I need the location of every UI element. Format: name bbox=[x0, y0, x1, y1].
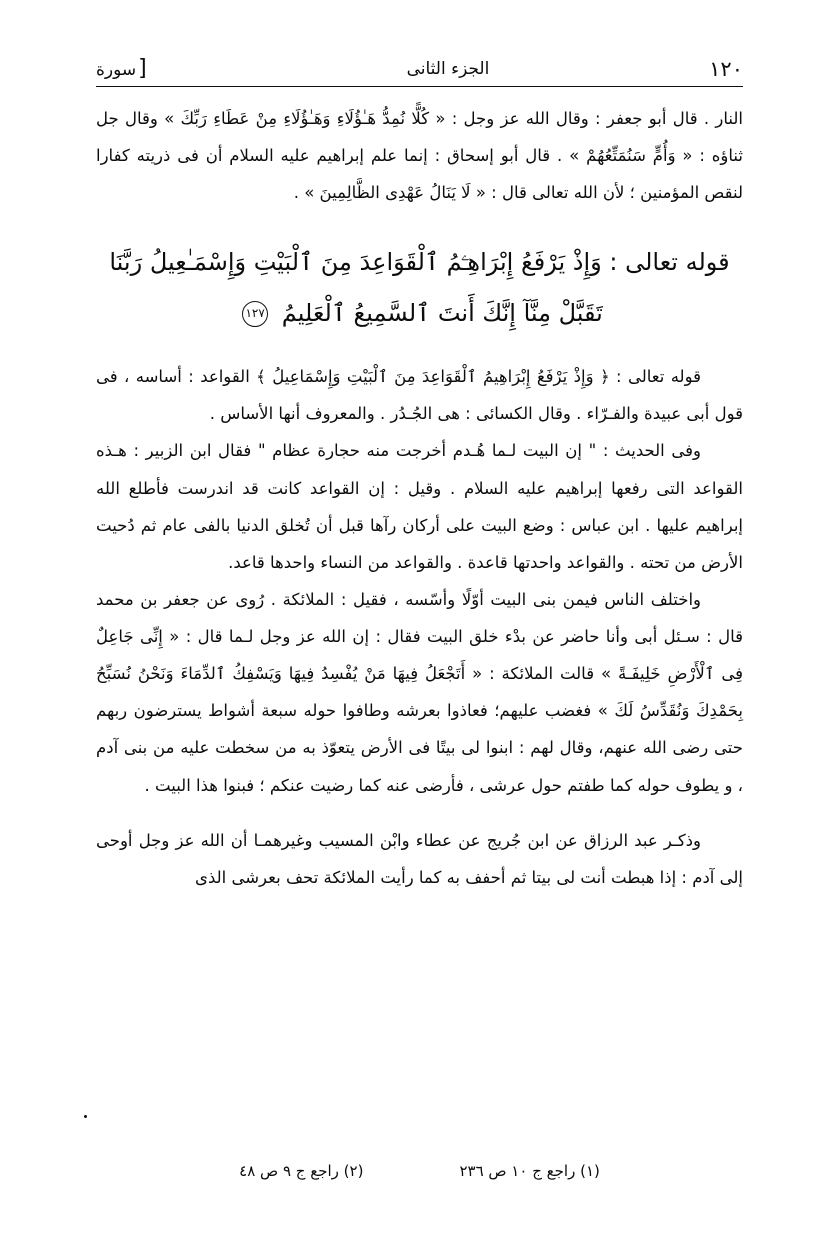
paragraph-spacer bbox=[96, 804, 743, 822]
page-header bbox=[96, 52, 743, 86]
bracket-glyph: [ bbox=[138, 56, 147, 81]
verse-number-badge: ١٢٧ bbox=[242, 301, 268, 327]
paragraph-3: وفى الحديث : " إن البيت لـما هُـدم أخرجت منه حجارة عظام " فقال ابن الزبير : هـذه القواعد التى رفعها إبراهيم عليه السلام . وقيل : إن القواعد كانت قد اندرست فأطلع الله إبراهيم عليها . ابن عباس : وضع البيت على أركان رآها قبل أن تُخلق الدنيا بالفى عام ثم دُحيت الأرض من تحته . والقواعد واحدتها قاعدة . والقواعد من النساء واحدها قاعد. bbox=[96, 441, 743, 572]
verse-line-2 bbox=[96, 288, 743, 338]
paragraph-1: النار . قال أبو جعفر : وقال الله عز وجل : « كُلًّا نُمِدُّ هَـٰؤُلَاءِ وَهَـٰؤُلَاءِ مِنْ عَطَاءِ رَبِّكَ » وقال جل ثناؤه : « وَأُمٍّ سَنُمَتِّعُهُمْ » . قال أبو إسحاق : إنما علم إبراهيم عليه السلام أن فى ذريته كفارا لنقص المؤمنين ؛ لأن الله تعالى قال : « لَا يَنَالُ عَهْدِى الظَّالِمِينَ » . bbox=[96, 109, 743, 203]
header-divider bbox=[96, 86, 743, 87]
quran-verse-block bbox=[96, 237, 743, 338]
footnote-2-marker: (٢) bbox=[343, 1162, 364, 1180]
page-number: ١٢٠ bbox=[709, 57, 743, 81]
verse-text-2: تَقَبَّلْ مِنَّآ إِنَّكَ أَنتَ ٱلسَّمِيعُ ٱلْعَلِيمُ bbox=[281, 298, 603, 327]
footnote-2 bbox=[239, 1162, 363, 1180]
footnote-2-text: راجع ج ٩ ص ٤٨ bbox=[239, 1162, 339, 1180]
running-title: الجزء الثانى bbox=[406, 59, 490, 79]
sura-heading bbox=[96, 58, 147, 80]
paragraph-2: قوله تعالى : ﴿ وَإِذْ يَرْفَعُ إِبْرَاهِيمُ ٱلْقَوَاعِدَ مِنَ ٱلْبَيْتِ وَإِسْمَاعِيلُ ﴾ القواعد : أساسه ، فى قول أبى عبيدة والفـرّاء . وقال الكسائى : هى الجُـدُر . والمعروف أنها الأساس . bbox=[96, 367, 743, 424]
margin-dot bbox=[84, 1115, 87, 1118]
sura-label: سورة bbox=[96, 60, 137, 80]
footnote-area bbox=[96, 1162, 743, 1180]
footnote-1-text: راجع ج ١٠ ص ٢٣٦ bbox=[459, 1162, 576, 1180]
page-body bbox=[96, 100, 743, 896]
footnote-1 bbox=[459, 1162, 599, 1180]
verse-line-1 bbox=[96, 237, 743, 287]
verse-intro: قوله تعالى : bbox=[609, 248, 730, 277]
footnote-1-marker: (١) bbox=[580, 1162, 600, 1180]
paragraph-5: وذكـر عبد الرزاق عن ابن جُريج عن عطاء وابْن المسيب وغيرهمـا أن الله عز وجل أوحى إلى آدم : إذا هبطت أنت لى بيتا ثم أحفف به كما رأيت الملائكة تحف بعرشى الذى bbox=[96, 830, 743, 887]
paragraph-4: واختلف الناس فيمن بنى البيت أوّلًا وأسّسه ، فقيل : الملائكة . رُوى عن جعفر بن محمد قال : سـئل أبى وأنا حاضر عن بدْء خلق البيت فقال : إن الله عز وجل لـما قال : « إِنِّى جَاعِلٌ فِى ٱلْأَرْضِ خَلِيفَـةً » قالت الملائكة : « أَتَجْعَلُ فِيهَا مَنْ يُفْسِدُ فِيهَا وَيَسْفِكُ ٱلدِّمَاءَ وَنَحْنُ نُسَبِّحُ بِحَمْدِكَ وَنُقَدِّسُ لَكَ » فغضب عليهم؛ فعاذوا بعرشه وطافوا حوله سبعة أشواط يسترضون ربهم حتى رضى الله عنهم، وقال لهم : ابنوا لى بيتًا فى الأرض يتعوّذ به من سخطت عليه من بنى آدم ، و يطوف حوله كما طفتم حول عرشى ، فأرضى عنه كما رضيت عنكم ؛ فبنوا هذا البيت . bbox=[96, 589, 743, 795]
verse-text-1: وَإِذْ يَرْفَعُ إِبْرَاهِـۧمُ ٱلْقَوَاعِدَ مِنَ ٱلْبَيْتِ وَإِسْمَـٰعِيلُ رَبَّنَا bbox=[109, 248, 602, 277]
